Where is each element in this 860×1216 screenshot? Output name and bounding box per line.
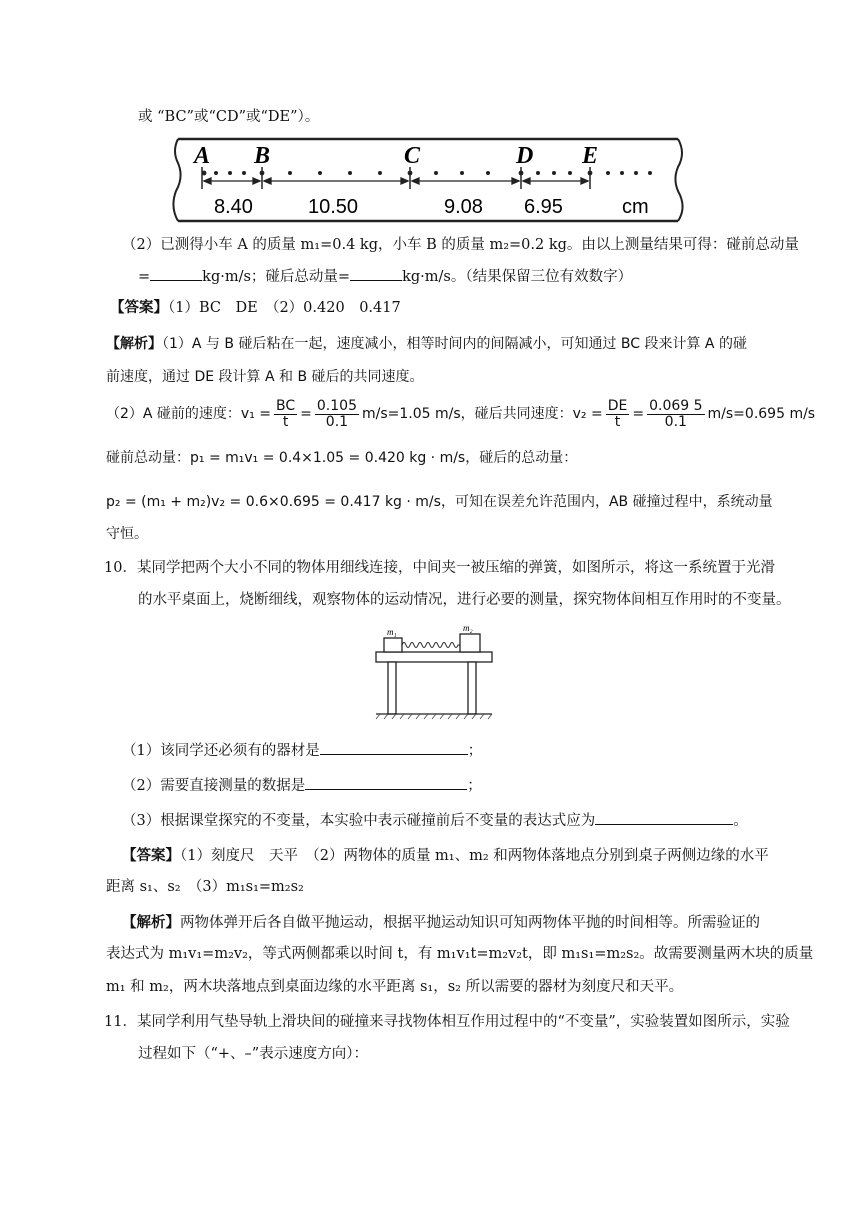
q9-part2-line2: = kg·m/s；碰后总动量= kg·m/s。（结果保留三位有效数字）	[138, 266, 632, 287]
tape-point-b: B	[254, 143, 271, 169]
tape-segment-bc: 10.50	[308, 196, 359, 218]
paper-tape-figure	[170, 133, 690, 228]
q10-analysis-line3: m₁ 和 m₂，两木块落地点到桌面边缘的水平距离 s₁，s₂ 所以需要的器材为刻度尺和天平。	[106, 979, 684, 995]
answer-label: 【答案】	[122, 847, 180, 864]
question-number: 10．	[104, 560, 137, 576]
tape-segment-ab: 8.40	[214, 196, 253, 218]
spring-table-figure	[374, 624, 494, 722]
tape-point-a: A	[194, 143, 211, 169]
answer-text: （1）BC DE （2）0.420 0.417	[168, 300, 401, 316]
q10-sub3: （3）根据课堂探究的不变量，本实验中表示碰撞前后不变量的表达式应为 。	[122, 810, 748, 831]
intro-line: 或 “BC”或“CD”或“DE”）。	[138, 109, 320, 125]
answer-blank	[320, 740, 468, 755]
label-m1: m₁	[387, 627, 397, 637]
q10-line2: 的水平桌面上，烧断细线，观察物体的运动情况，进行必要的测量，探究物体间相互作用时的不变量。	[138, 592, 791, 608]
q10-analysis-line1: 【解析】两物体弹开后各自做平抛运动，根据平抛运动知识可知两物体平抛的时间相等。所需验证的	[122, 914, 760, 931]
fraction-0105: $\frac{0.105}{0.1}$	[316, 397, 357, 430]
q11-line2: 过程如下（“+、–”表示速度方向）：	[138, 1046, 368, 1062]
q9-analysis-line2: 前速度，通过 DE 段计算 A 和 B 碰后的共同速度。	[106, 369, 424, 385]
analysis-label: 【解析】	[106, 336, 162, 352]
q11-line1: 11．某同学利用气垫导轨上滑块间的碰撞来寻找物体相互作用过程中的“不变量”，实验装置如图所示，实验	[104, 1014, 790, 1030]
analysis-label: 【解析】	[122, 914, 180, 931]
q9-part2-line1: （2）已测得小车 A 的质量 m₁=0.4 kg，小车 B 的质量 m₂=0.2 kg。由以上测量结果可得：碰前总动量	[122, 237, 799, 253]
q9-analysis-line3: （2）A 碰前的速度：v₁ = $\frac{BC}{t}$ = $\frac{0.105}{0.1}$ m/s=1.05 m/s，碰后共同速度：v₂ = $\frac{DE}{t}$ = $\frac{0.069 5}{0.1}$ m/s=0.695 m/s	[106, 397, 816, 430]
question-number: 11．	[104, 1014, 137, 1030]
q9-analysis-line6: 守恒。	[106, 526, 148, 542]
tape-point-d: D	[516, 143, 534, 169]
answer-blank	[595, 810, 733, 825]
label-m2: m₂	[463, 624, 473, 633]
q10-analysis-line2: 表达式为 m₁v₁=m₂v₂，等式两侧都乘以时间 t，有 m₁v₁t=m₂v₂t，即 m₁s₁=m₂s₂。故需要测量两木块的质量	[106, 946, 814, 962]
q9-analysis-line1: 【解析】（1）A 与 B 碰后粘在一起，速度减小，相等时间内的间隔减小，可知通过 BC 段来计算 A 的碰	[106, 336, 747, 352]
tape-segment-de: 6.95	[524, 196, 563, 218]
answer-label: 【答案】	[110, 299, 168, 316]
answer-blank	[150, 266, 202, 281]
q9-analysis-line4: 碰前总动量：p₁ = m₁v₁ = 0.4×1.05 = 0.420 kg · m/s，碰后的总动量：	[106, 450, 578, 466]
tape-point-c: C	[404, 143, 421, 169]
fraction-00695: $\frac{0.069 5}{0.1}$	[649, 397, 703, 430]
fraction-bc-t: $\frac{BC}{t}$	[276, 397, 296, 430]
q10-answer-line2: 距离 s₁、s₂ （3）m₁s₁=m₂s₂	[106, 879, 304, 895]
q10-line1: 10．某同学把两个大小不同的物体用细线连接，中间夹一被压缩的弹簧，如图所示，将这一系统置于光滑	[104, 560, 775, 576]
q10-answer-line1: 【答案】（1）刻度尺 天平 （2）两物体的质量 m₁、m₂ 和两物体落地点分别到桌子两侧边缘的水平	[122, 847, 769, 864]
tape-segment-cd: 9.08	[444, 196, 483, 218]
tape-point-e: E	[582, 143, 599, 169]
answer-blank	[305, 775, 467, 790]
q9-analysis-line5: p₂ = (m₁ + m₂)v₂ = 0.6×0.695 = 0.417 kg · m/s，可知在误差允许范围内，AB 碰撞过程中，系统动量	[106, 494, 773, 510]
answer-blank	[350, 266, 402, 281]
q10-sub2: （2）需要直接测量的数据是 ；	[122, 775, 482, 796]
fraction-de-t: $\frac{DE}{t}$	[607, 397, 628, 430]
q10-sub1: （1）该同学还必须有的器材是 ；	[122, 740, 482, 761]
q9-answer	[110, 298, 401, 318]
tape-unit: cm	[622, 196, 649, 218]
